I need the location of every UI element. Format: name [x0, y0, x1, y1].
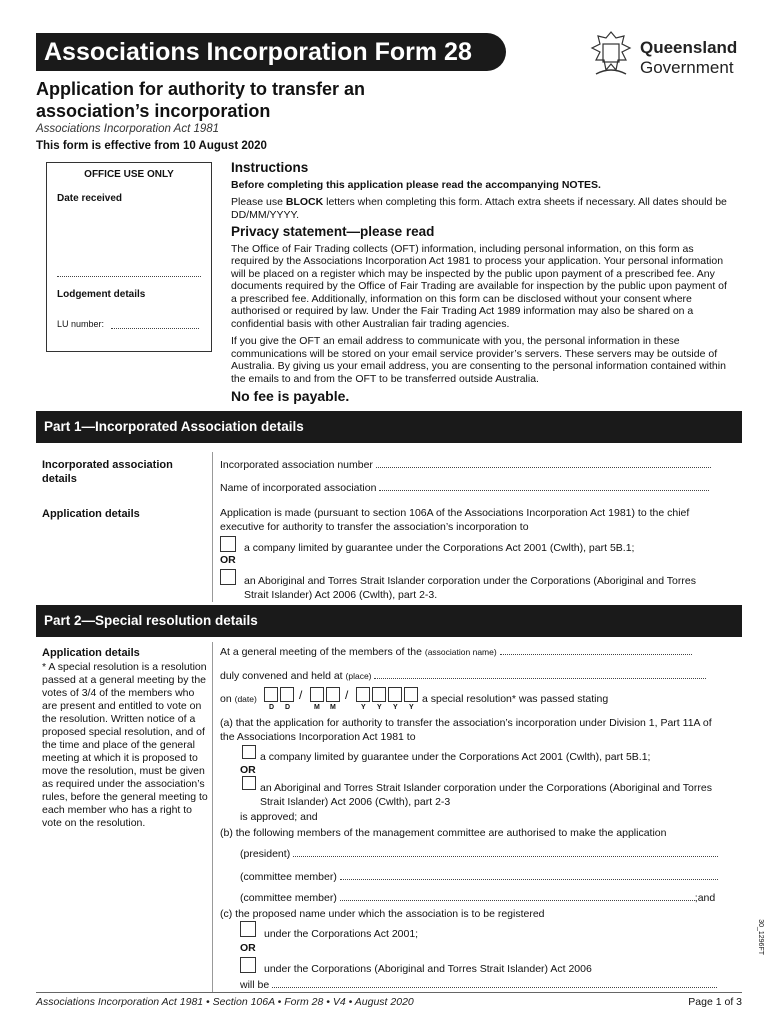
committee-member-1-field[interactable]: [340, 870, 718, 880]
clause-b-text: (b) the following members of the management committee are authorised to make the application: [220, 827, 667, 839]
page-number: Page 1 of 3: [688, 996, 742, 1008]
date-year-1[interactable]: [356, 687, 370, 702]
part2-c-option2: under the Corporations (Aboriginal and Torres Strait Islander) Act 2006: [264, 963, 592, 975]
part2-c-atsi-checkbox[interactable]: [240, 957, 256, 973]
part1-app-text: Application is made (pursuant to section 106A of the Associations Incorporation Act 1981) to the chief executive for authority to transfer the association’s incorporation to: [220, 507, 690, 533]
special-resolution-note: * A special resolution is a resolution passed at a general meeting by the votes of 3/4 of the members who are present and entitled to vote on the resolution. Written notice of a proposed special resolution, and of the time and place of the general meeting at which it is proposed to move the resolution, must be given as required under the association’s rules, before the general meeting to each member who has a right to vote on the resolution.: [42, 661, 208, 829]
clause-c-text: (c) the proposed name under which the association is to be registered: [220, 908, 545, 920]
part1-app-label: Application details: [42, 508, 140, 520]
date-label-d1: D: [269, 704, 275, 711]
no-fee-notice: No fee is payable.: [231, 388, 350, 404]
part1-company-checkbox[interactable]: [220, 536, 236, 552]
clause-a-text: (a) that the application for authority to transfer the association’s incorporation under Division 1, Part 11A of the Associations Incorporation Act 1981 to: [220, 717, 712, 743]
date-month-1[interactable]: [310, 687, 324, 702]
resolution-passed: a special resolution* was passed stating: [422, 693, 609, 705]
part2-divider: [212, 642, 213, 992]
queensland-government-logo: [588, 30, 748, 82]
part2-c-option1: under the Corporations Act 2001;: [264, 928, 419, 940]
proposed-name-field[interactable]: [272, 978, 717, 988]
part1-option1: a company limited by guarantee under the Corporations Act 2001 (Cwlth), part 5B.1;: [244, 542, 635, 554]
part2-heading: Part 2—Special resolution details: [36, 605, 742, 637]
date-sep-2: /: [345, 688, 349, 702]
committee2-row: (committee member) ;and: [240, 892, 716, 904]
committee-member-2-field[interactable]: [340, 891, 695, 901]
effective-date: This form is effective from 10 August 2020: [36, 140, 267, 152]
instructions-block: Please use BLOCK letters when completing this form. Attach extra sheets if necessary. All dates should be DD/MM/YYYY.: [231, 196, 727, 221]
assoc-name-label: Name of incorporated association: [220, 482, 377, 494]
privacy-heading: Privacy statement—please read: [231, 224, 435, 239]
meeting-assoc-name-field[interactable]: [500, 645, 692, 655]
part2-a-option1: a company limited by guarantee under the Corporations Act 2001 (Cwlth), part 5B.1;: [260, 751, 651, 763]
form-code: 30_1296FT: [757, 919, 764, 955]
instructions-section: [231, 162, 731, 403]
date-year-4[interactable]: [404, 687, 418, 702]
part2-app-label: Application details: [42, 647, 140, 659]
will-be-row: will be: [240, 978, 735, 992]
meeting-row: At a general meeting of the members of the (association name): [220, 645, 735, 659]
part2-company-checkbox[interactable]: [242, 745, 256, 759]
part1-divider: [212, 452, 213, 602]
meeting-place-field[interactable]: [374, 669, 706, 679]
assoc-name-row: [220, 481, 735, 495]
approved-text: is approved; and: [240, 811, 318, 823]
part2-c-corporations-checkbox[interactable]: [240, 921, 256, 937]
footer-text: Associations Incorporation Act 1981 • Section 106A • Form 28 • V4 • August 2020: [36, 996, 414, 1008]
date-year-2[interactable]: [372, 687, 386, 702]
logo-line2: Government: [640, 58, 734, 77]
privacy-text-1: The Office of Fair Trading collects (OFT) information, including personal information, on this form as required by the Associations Incorporation Act 1981 to process your application. Your personal information will be placed on a register which may be inspected by the public upon payment of a prescribed fee. Any documents required by the Office of Fair Trading are available for inspection by the public upon payment of a prescribed fee. Additionally, information on this form can be disclosed without your consent where authorised or required by law. Under the Fair Trading Act 1989 information may also be shared on a confidential basis with other Australian fair trading agencies.: [231, 242, 727, 330]
date-year-3[interactable]: [388, 687, 402, 702]
office-use-heading: OFFICE USE ONLY: [84, 169, 174, 180]
date-label-y4: Y: [409, 704, 414, 711]
date-received-label: Date received: [57, 193, 123, 204]
act-reference: Associations Incorporation Act 1981: [36, 123, 220, 135]
part1-atsi-checkbox[interactable]: [220, 569, 236, 585]
date-label-y2: Y: [377, 704, 382, 711]
part1-assoc-label: Incorporated association details: [42, 459, 173, 485]
convened-row: duly convened and held at (place): [220, 669, 735, 683]
instructions-heading: Instructions: [231, 160, 309, 175]
lu-number-label: LU number:: [57, 319, 105, 329]
lu-number-field[interactable]: [111, 321, 199, 329]
part1-heading: Part 1—Incorporated Association details: [36, 411, 742, 443]
part2-atsi-checkbox[interactable]: [242, 776, 256, 790]
assoc-number-field[interactable]: [376, 458, 711, 468]
president-field[interactable]: [293, 847, 718, 857]
assoc-number-row: [220, 458, 735, 472]
date-row-label: on (date): [220, 693, 257, 705]
date-label-m1: M: [314, 704, 320, 711]
instructions-notes: Before completing this application please read the accompanying NOTES.: [231, 178, 601, 191]
date-sep-1: /: [299, 688, 303, 702]
part1-option2: an Aboriginal and Torres Strait Islander corporation under the Corporations (Aboriginal and Torres Strait Islander) Act 2006 (Cwlth), part 2-3.: [244, 575, 696, 601]
date-label-d2: D: [285, 704, 291, 711]
date-label-y3: Y: [393, 704, 398, 711]
date-month-2[interactable]: [326, 687, 340, 702]
date-label-m2: M: [330, 704, 336, 711]
date-received-field[interactable]: [57, 267, 201, 277]
footer-rule: [36, 992, 742, 993]
committee1-row: (committee member): [240, 870, 735, 884]
president-row: (president): [240, 847, 735, 861]
crest-icon: [588, 30, 634, 80]
date-day-1[interactable]: [264, 687, 278, 702]
part1-or: OR: [220, 554, 236, 566]
assoc-name-field[interactable]: [379, 481, 709, 491]
lodgement-label: Lodgement details: [57, 289, 146, 300]
form-subtitle: Application for authority to transfer an association’s incorporation: [36, 79, 366, 121]
office-use-box: [46, 162, 212, 352]
part2-a-or: OR: [240, 764, 256, 776]
part2-a-option2: an Aboriginal and Torres Strait Islander corporation under the Corporations (Aboriginal and Torres Strait Islander) Act 2006 (Cwlth), part 2-3: [260, 782, 712, 808]
part2-c-or: OR: [240, 942, 256, 954]
logo-line1: Queensland: [640, 38, 738, 57]
privacy-text-2: If you give the OFT an email address to communicate with you, the personal information in these communications will be stored on your email service provider’s servers. These servers may be outside of Australia. By giving us your email address, you are consenting to the personal information contained within the emails to and from the OFT to be transferred outside Australia.: [231, 335, 726, 385]
date-label-y1: Y: [361, 704, 366, 711]
date-day-2[interactable]: [280, 687, 294, 702]
assoc-number-label: Incorporated association number: [220, 459, 373, 471]
form-title: Associations Incorporation Form 28: [36, 33, 506, 71]
